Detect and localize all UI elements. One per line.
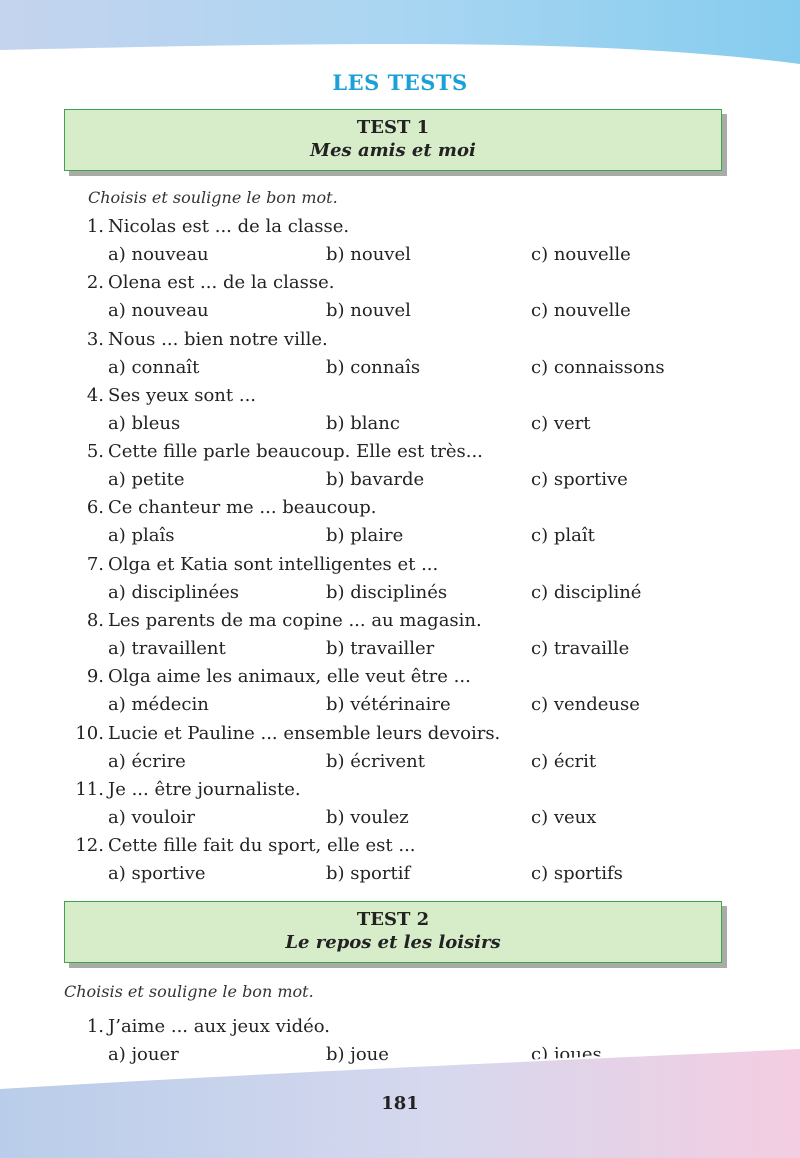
option-b[interactable]: b) plaire — [326, 525, 404, 547]
option-b[interactable]: b) nouvel — [326, 244, 411, 265]
option-c[interactable]: c) écrit — [531, 750, 597, 772]
question-item — [64, 776, 744, 832]
option-a[interactable]: a) nouveau — [108, 300, 209, 322]
option-b[interactable]: b) bavarde — [326, 469, 425, 491]
option-a[interactable]: a) médecin — [108, 694, 209, 716]
option-c[interactable]: c) joues — [531, 1044, 602, 1065]
question-item — [64, 382, 744, 438]
page-title: LES TESTS — [332, 70, 468, 95]
test1-header-box — [64, 109, 722, 171]
test2-number: TEST 2 — [356, 909, 430, 930]
question-text: Olena est ... de la classe. — [108, 272, 335, 294]
option-b[interactable]: b) vétérinaire — [326, 694, 451, 716]
question-number: 11. — [75, 778, 104, 800]
question-number: 4. — [86, 384, 104, 406]
question-text: Lucie et Pauline ... ensemble leurs devoirs. — [108, 722, 501, 744]
question-number: 2. — [86, 272, 104, 294]
test1-instruction: Choisis et souligne le bon mot. — [88, 188, 338, 207]
option-a[interactable]: a) bleus — [108, 412, 181, 434]
question-text: Ses yeux sont ... — [108, 384, 257, 406]
question-number: 6. — [86, 497, 104, 519]
option-c[interactable]: c) nouvelle — [531, 300, 631, 322]
question-number: 7. — [86, 553, 104, 575]
question-item — [64, 494, 744, 550]
option-b[interactable]: b) nouvel — [326, 300, 411, 322]
question-text: Cette fille fait du sport, elle est ... — [108, 835, 416, 857]
option-a[interactable]: a) petite — [108, 469, 185, 491]
question-text: Olga aime les animaux, elle veut être ... — [108, 666, 471, 688]
question-text: Ce chanteur me ... beaucoup. — [108, 497, 377, 519]
question-item — [64, 551, 744, 607]
test1-subtitle: Mes amis et moi — [310, 140, 476, 161]
question-item — [64, 832, 744, 888]
test1-number: TEST 1 — [356, 117, 430, 138]
question-number: 1. — [86, 1016, 104, 1037]
option-a[interactable]: a) plaîs — [108, 525, 175, 547]
question-number: 8. — [86, 610, 104, 632]
question-text: Nous ... bien notre ville. — [108, 328, 328, 350]
test2-subtitle: Le repos et les loisirs — [285, 932, 501, 953]
option-a[interactable]: a) jouer — [108, 1044, 179, 1065]
option-a[interactable]: a) travaillent — [108, 638, 226, 660]
option-a[interactable]: a) vouloir — [108, 806, 196, 828]
question-text: Les parents de ma copine ... au magasin. — [108, 610, 482, 632]
option-c[interactable]: c) nouvelle — [531, 244, 631, 265]
option-c[interactable]: c) connaissons — [531, 356, 665, 378]
option-a[interactable]: a) nouveau — [108, 244, 209, 265]
test2-header-box — [64, 901, 722, 963]
option-c[interactable]: c) plaît — [531, 525, 595, 547]
option-b[interactable]: b) connaîs — [326, 356, 421, 378]
question-number: 5. — [86, 441, 104, 463]
test2-instruction: Choisis et souligne le bon mot. — [64, 982, 314, 1001]
question-item — [64, 269, 744, 325]
option-b[interactable]: b) écrivent — [326, 750, 426, 772]
question-item — [64, 213, 744, 269]
question-item — [64, 663, 744, 719]
question-item — [64, 326, 744, 382]
question-number: 3. — [86, 328, 104, 350]
option-c[interactable]: c) discipliné — [531, 581, 642, 603]
question-text: Je ... être journaliste. — [108, 778, 301, 800]
option-c[interactable]: c) veux — [531, 806, 597, 828]
option-a[interactable]: a) connaît — [108, 356, 200, 378]
option-c[interactable]: c) sportive — [531, 469, 628, 491]
question-text: J’aime ... aux jeux vidéo. — [108, 1016, 330, 1037]
question-item — [64, 607, 744, 663]
question-text: Nicolas est ... de la classe. — [108, 216, 350, 237]
option-c[interactable]: c) vert — [531, 412, 591, 434]
question-number: 10. — [75, 722, 104, 744]
option-b[interactable]: b) joue — [326, 1044, 389, 1065]
question-number: 12. — [75, 835, 104, 857]
question-item — [64, 720, 744, 776]
option-b[interactable]: b) blanc — [326, 412, 400, 434]
option-b[interactable]: b) disciplinés — [326, 581, 448, 603]
option-c[interactable]: c) sportifs — [531, 863, 623, 885]
option-a[interactable]: a) sportive — [108, 863, 206, 885]
option-b[interactable]: b) voulez — [326, 806, 409, 828]
question-text: Cette fille parle beaucoup. Elle est très... — [108, 441, 483, 463]
option-c[interactable]: c) vendeuse — [531, 694, 640, 716]
option-c[interactable]: c) travaille — [531, 638, 630, 660]
option-a[interactable]: a) disciplinées — [108, 581, 240, 603]
question-number: 9. — [86, 666, 104, 688]
option-a[interactable]: a) écrire — [108, 750, 186, 772]
option-b[interactable]: b) travailler — [326, 638, 435, 660]
option-b[interactable]: b) sportif — [326, 863, 411, 885]
question-item — [64, 438, 744, 494]
top-decorative-band — [0, 0, 800, 70]
test1-question-list — [64, 213, 744, 889]
question-number: 1. — [86, 216, 104, 237]
question-text: Olga et Katia sont intelligentes et ... — [108, 553, 439, 575]
page-number: 181 — [381, 1093, 419, 1114]
